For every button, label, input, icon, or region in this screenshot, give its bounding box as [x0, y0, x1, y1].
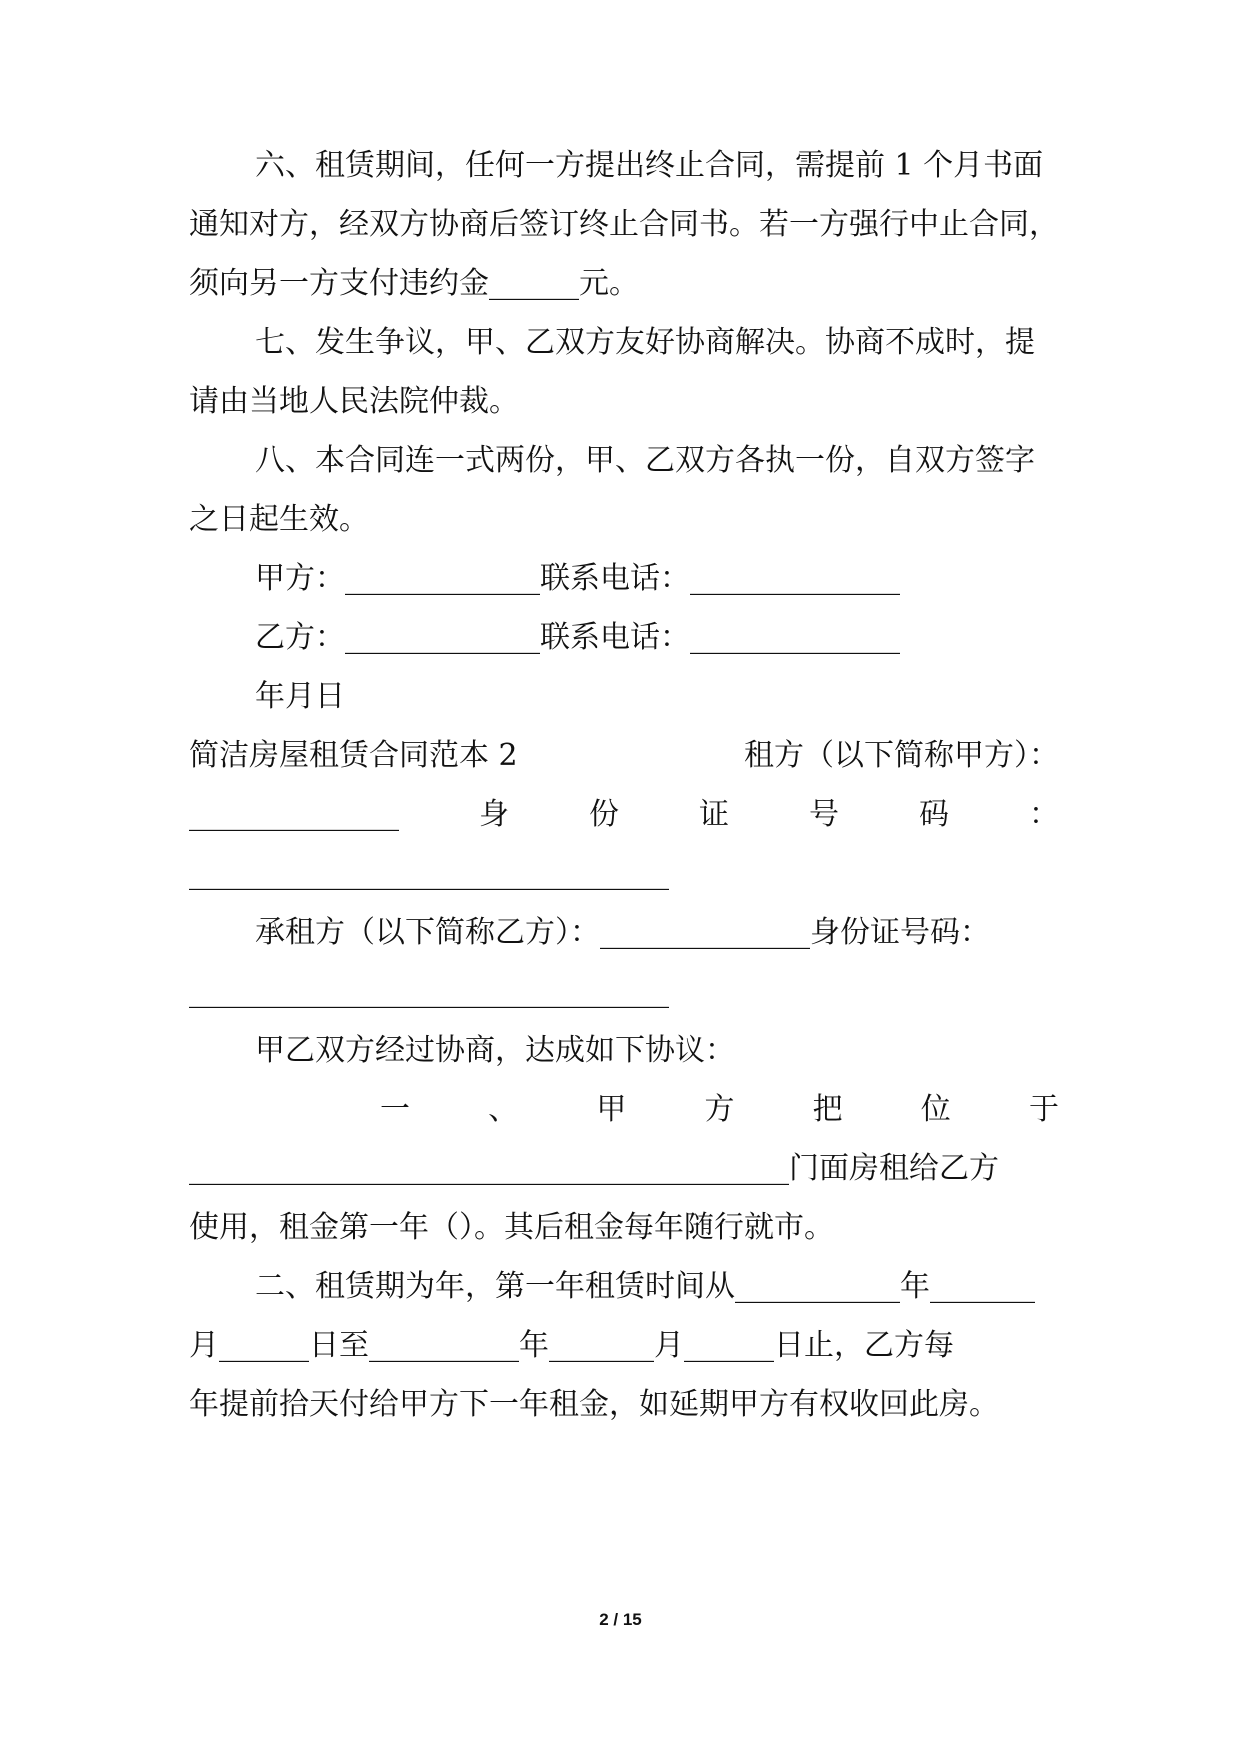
clause-7-line-1: 七、发生争议，甲、乙双方友好协商解决。协商不成时，提	[255, 325, 1035, 360]
clause-char: 把	[812, 1092, 843, 1127]
id-colon: ：	[1029, 797, 1059, 832]
clause-2-line-2: 月______日至__________年_______月______日止，乙方每	[189, 1328, 954, 1363]
clause-1-line-3: 使用，租金第一年（）。其后租金每年随行就市。	[189, 1210, 834, 1245]
clause-8-line-1: 八、本合同连一式两份，甲、乙双方各执一份，自双方签字	[255, 443, 1035, 478]
clause-2-line-3: 年提前拾天付给甲方下一年租金，如延期甲方有权收回此房。	[189, 1387, 999, 1422]
clause-char: 一	[380, 1092, 410, 1127]
clause-char: 于	[1028, 1092, 1059, 1127]
id-char: 号	[809, 797, 839, 832]
id-char: 证	[699, 797, 729, 832]
clause-1-line-1	[380, 1090, 1059, 1130]
clause-6-line-2: 通知对方，经双方协商后签订终止合同书。若一方强行中止合同，	[189, 207, 1059, 242]
agreement-intro: 甲乙双方经过协商，达成如下协议：	[255, 1033, 735, 1068]
lessor-label: 租方（以下简称甲方）：	[744, 738, 1059, 773]
date-line: 年月日	[255, 679, 345, 714]
party-a-signature-line: 甲方：_____________联系电话：______________	[255, 561, 900, 596]
clause-6-line-3: 须向另一方支付违约金______元。	[189, 266, 639, 301]
clause-8-line-2: 之日起生效。	[189, 502, 369, 537]
clause-6-line-1: 六、租赁期间，任何一方提出终止合同，需提前 1 个月书面	[255, 148, 1044, 183]
clause-char: 甲	[596, 1092, 627, 1127]
lessee-line: 承租方（以下简称乙方）：______________身份证号码：	[255, 915, 990, 950]
clause-char: 位	[920, 1092, 951, 1127]
clause-1-line-2: ________________________________________门面房租给乙方	[189, 1151, 999, 1186]
clause-2-line-1: 二、租赁期为年，第一年租赁时间从___________年_______	[255, 1269, 1035, 1304]
clause-7-line-2: 请由当地人民法院仲裁。	[189, 384, 519, 419]
clause-char: 方	[704, 1092, 735, 1127]
id-char: 份	[589, 797, 619, 832]
clause-char: 、	[488, 1092, 519, 1127]
contract-2-title-line	[189, 736, 1059, 776]
page-number: 2 / 15	[599, 1610, 642, 1629]
lessor-id-blank: ________________________________	[189, 856, 669, 891]
lessee-id-blank: ________________________________	[189, 974, 669, 1009]
lessor-name-blank: ______________	[189, 797, 399, 832]
id-char: 码	[919, 797, 949, 832]
party-b-signature-line: 乙方：_____________联系电话：______________	[255, 620, 900, 655]
id-char: 身	[479, 797, 509, 832]
lessor-id-line	[189, 795, 1059, 835]
contract-2-title: 简洁房屋租赁合同范本 2	[189, 738, 518, 773]
